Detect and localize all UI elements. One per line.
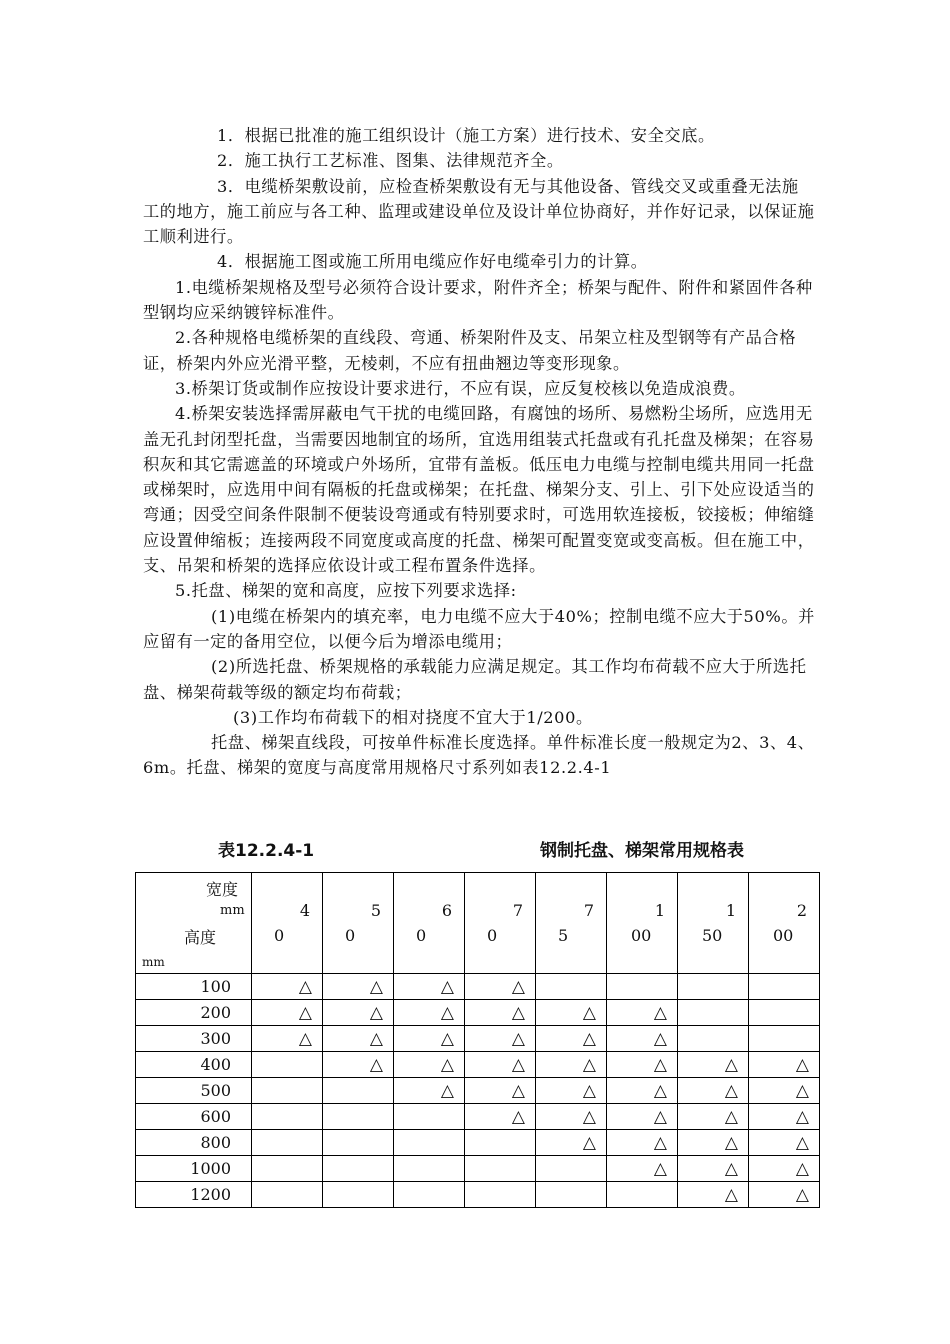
width-header-cell	[394, 873, 465, 974]
availability-mark: △	[607, 1130, 678, 1156]
availability-mark: △	[252, 1000, 323, 1026]
spec-table	[135, 872, 820, 1208]
width-header-cell	[678, 873, 749, 974]
availability-mark: △	[607, 1156, 678, 1182]
availability-mark: △	[536, 1104, 607, 1130]
width-header-line2: 0	[345, 926, 356, 945]
availability-mark: △	[678, 1078, 749, 1104]
empty-cell	[394, 1156, 465, 1182]
body-text	[143, 123, 815, 781]
empty-cell	[465, 1156, 536, 1182]
width-header-cell	[749, 873, 820, 974]
empty-cell	[323, 1078, 394, 1104]
width-header-cell	[536, 873, 607, 974]
table-row	[136, 1104, 820, 1130]
empty-cell	[323, 1182, 394, 1208]
availability-mark: △	[536, 1130, 607, 1156]
width-header-line1: 5	[370, 901, 381, 920]
empty-cell	[252, 1130, 323, 1156]
empty-cell	[465, 1130, 536, 1156]
width-header-cell	[323, 873, 394, 974]
table-row	[136, 1130, 820, 1156]
height-value-cell: 1200	[136, 1182, 252, 1208]
table-row	[136, 974, 820, 1000]
availability-mark: △	[607, 1078, 678, 1104]
corner-cell	[136, 873, 252, 974]
empty-cell	[607, 1182, 678, 1208]
empty-cell	[536, 1182, 607, 1208]
width-header-line1: 7	[512, 901, 523, 920]
width-unit: mm	[220, 903, 245, 918]
availability-mark: △	[465, 1000, 536, 1026]
height-value-cell: 800	[136, 1130, 252, 1156]
availability-mark: △	[394, 1078, 465, 1104]
empty-cell	[323, 1104, 394, 1130]
empty-cell	[252, 1052, 323, 1078]
width-header-cell	[607, 873, 678, 974]
width-header-line1: 1	[654, 901, 665, 920]
height-value-cell: 400	[136, 1052, 252, 1078]
availability-mark: △	[323, 1052, 394, 1078]
paragraph-13: 托盘、梯架直线段，可按单件标准长度选择。单件标准长度一般规定为2、3、4、6m。托盘、梯架的宽度与高度常用规格尺寸系列如表12.2.4-1	[143, 733, 815, 778]
availability-mark: △	[749, 1078, 820, 1104]
availability-mark: △	[465, 1104, 536, 1130]
availability-mark: △	[749, 1156, 820, 1182]
height-label: 高度	[184, 928, 217, 947]
paragraph-2: 2．施工执行工艺标准、图集、法律规范齐全。	[217, 151, 564, 171]
availability-mark: △	[536, 1078, 607, 1104]
empty-cell	[323, 1156, 394, 1182]
availability-mark: △	[252, 974, 323, 1000]
width-header-line1: 7	[583, 901, 594, 920]
paragraph-4: 4．根据施工图或施工所用电缆应作好电缆牵引力的计算。	[217, 252, 648, 272]
availability-mark: △	[394, 1052, 465, 1078]
empty-cell	[394, 1104, 465, 1130]
table-row	[136, 1026, 820, 1052]
width-header-line2: 5	[558, 926, 569, 945]
width-header-line1: 6	[441, 901, 452, 920]
availability-mark: △	[749, 1052, 820, 1078]
availability-mark: △	[678, 1130, 749, 1156]
table-row	[136, 1078, 820, 1104]
table-row	[136, 1052, 820, 1078]
empty-cell	[252, 1104, 323, 1130]
table-number: 表12.2.4-1	[218, 841, 315, 861]
height-value-cell: 200	[136, 1000, 252, 1026]
availability-mark: △	[607, 1026, 678, 1052]
availability-mark: △	[749, 1104, 820, 1130]
empty-cell	[394, 1130, 465, 1156]
empty-cell	[749, 1000, 820, 1026]
availability-mark: △	[394, 974, 465, 1000]
paragraph-1: 1．根据已批准的施工组织设计（施工方案）进行技术、安全交底。	[217, 126, 715, 145]
availability-mark: △	[607, 1052, 678, 1078]
height-unit: mm	[142, 955, 165, 969]
paragraph-12: (3)工作均布荷载下的相对挠度不宜大于1/200。	[233, 707, 593, 727]
width-header-line1: 1	[725, 901, 736, 920]
availability-mark: △	[749, 1182, 820, 1208]
height-value-cell: 500	[136, 1078, 252, 1104]
paragraph-3: 3．电缆桥架敷设前，应检查桥架敷设有无与其他设备、管线交叉或重叠无法施工的地方，施工前应与各工种、监理或建设单位及设计单位协商好，并作好记录，以保证施工顺利进行。	[143, 176, 815, 247]
paragraph-11: (2)所选托盘、桥架规格的承载能力应满足规定。其工作均布荷载不应大于所选托盘、梯架荷载等级的额定均布荷载；	[143, 657, 807, 702]
availability-mark: △	[323, 1026, 394, 1052]
availability-mark: △	[678, 1104, 749, 1130]
empty-cell	[252, 1182, 323, 1208]
paragraph-5: 1.电缆桥架规格及型号必须符合设计要求，附件齐全；桥架与配件、附件和紧固件各种型钢均应采纳镀锌标准件。	[143, 277, 813, 323]
paragraph-6: 2.各种规格电缆桥架的直线段、弯通、桥架附件及支、吊架立柱及型钢等有产品合格证，桥架内外应光滑平整，无棱刺，不应有扭曲翘边等变形现象。	[143, 328, 796, 373]
table-header-row	[136, 873, 820, 974]
availability-mark: △	[252, 1026, 323, 1052]
width-header-line1: 4	[299, 901, 310, 920]
width-header-line2: 00	[773, 926, 794, 945]
height-value-cell: 1000	[136, 1156, 252, 1182]
width-header-line2: 00	[631, 926, 652, 945]
height-value-cell: 300	[136, 1026, 252, 1052]
empty-cell	[749, 1026, 820, 1052]
availability-mark: △	[607, 1000, 678, 1026]
availability-mark: △	[465, 1026, 536, 1052]
empty-cell	[323, 1130, 394, 1156]
width-header-cell	[252, 873, 323, 974]
height-value-cell: 100	[136, 974, 252, 1000]
availability-mark: △	[749, 1130, 820, 1156]
empty-cell	[607, 974, 678, 1000]
width-label: 宽度	[206, 880, 239, 899]
width-header-line1: 2	[796, 901, 807, 920]
empty-cell	[536, 1156, 607, 1182]
width-header-line2: 50	[702, 926, 723, 945]
empty-cell	[252, 1156, 323, 1182]
availability-mark: △	[678, 1052, 749, 1078]
empty-cell	[678, 974, 749, 1000]
table-row	[136, 1000, 820, 1026]
width-header-line2: 0	[416, 926, 427, 945]
paragraph-9: 5.托盘、梯架的宽和高度，应按下列要求选择:	[175, 581, 517, 601]
availability-mark: △	[465, 1052, 536, 1078]
availability-mark: △	[536, 1052, 607, 1078]
availability-mark: △	[394, 1000, 465, 1026]
width-header-line2: 0	[274, 926, 285, 945]
table-row	[136, 1156, 820, 1182]
empty-cell	[749, 974, 820, 1000]
availability-mark: △	[536, 1026, 607, 1052]
empty-cell	[678, 1000, 749, 1026]
availability-mark: △	[536, 1000, 607, 1026]
empty-cell	[394, 1182, 465, 1208]
availability-mark: △	[465, 974, 536, 1000]
width-header-cell	[465, 873, 536, 974]
table-title: 钢制托盘、梯架常用规格表	[540, 841, 744, 861]
width-header-line2: 0	[487, 926, 498, 945]
availability-mark: △	[323, 1000, 394, 1026]
availability-mark: △	[394, 1026, 465, 1052]
empty-cell	[465, 1182, 536, 1208]
paragraph-8: 4.桥架安装选择需屏蔽电气干扰的电缆回路，有腐蚀的场所、易燃粉尘场所，应选用无盖无孔封闭型托盘，当需要因地制宜的场所，宜选用组装式托盘或有孔托盘及梯架；在容易积灰和其它需遮盖的环境或户外场所，宜带有盖板。低压电力电缆与控制电缆共用同一托盘或梯架时，应选用中间有隔板的托盘或梯架；在托盘、梯架分支、引上、引下处应设适当的弯通；因受空间条件限制不便装设弯通或有特别要求时，可选用软连接板，铰接板；伸缩缝应设置伸缩板；连接两段不同宽度或高度的托盘、梯架可配置变宽或变高板。但在施工中，支、吊架和桥架的选择应依设计或工程布置条件选择。	[143, 404, 815, 576]
availability-mark: △	[323, 974, 394, 1000]
availability-mark: △	[465, 1078, 536, 1104]
paragraph-10: (1)电缆在桥架内的填充率，电力电缆不应大于40%；控制电缆不应大于50%。并应留有一定的备用空位，以便今后为增添电缆用；	[143, 606, 815, 651]
empty-cell	[678, 1026, 749, 1052]
paragraph-7: 3.桥架订货或制作应按设计要求进行，不应有误，应反复校核以免造成浪费。	[175, 378, 746, 398]
availability-mark: △	[678, 1156, 749, 1182]
empty-cell	[252, 1078, 323, 1104]
height-value-cell: 600	[136, 1104, 252, 1130]
empty-cell	[536, 974, 607, 1000]
table-row	[136, 1182, 820, 1208]
availability-mark: △	[607, 1104, 678, 1130]
availability-mark: △	[678, 1182, 749, 1208]
